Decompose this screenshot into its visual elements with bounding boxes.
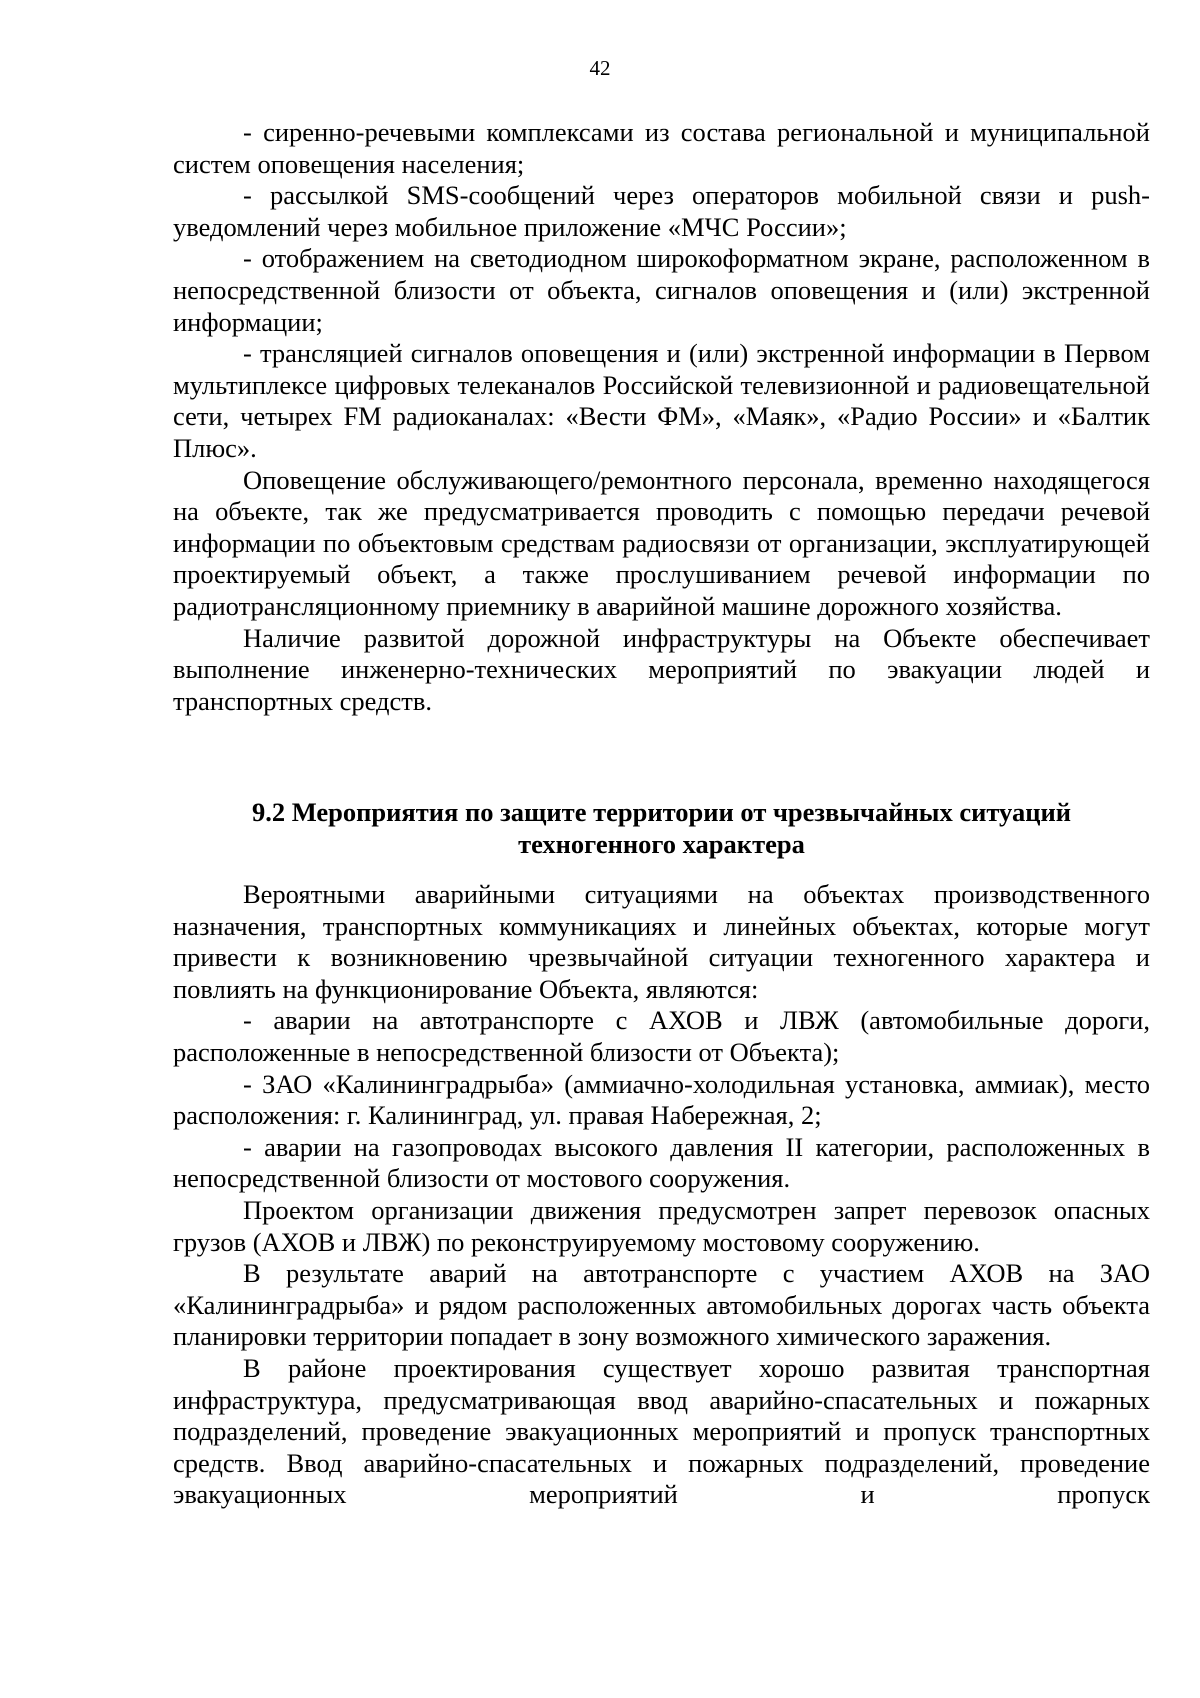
section-heading-line: 9.2 Мероприятия по защите территории от чрезвычайных ситуаций xyxy=(251,797,1072,827)
paragraph: - отображением на светодиодном широкоформатном экране, расположенном в непосредственной близости от объекта, сигналов оповещения и (или) экстренной информации; xyxy=(173,243,1150,337)
section-heading xyxy=(173,797,1150,860)
section-heading-line: техногенного характера xyxy=(518,828,805,859)
paragraph: - рассылкой SMS-сообщений через операторов мобильной связи и push-уведомлений через мобильное приложение «МЧС России»; xyxy=(173,180,1150,242)
paragraph: - сиренно-речевыми комплексами из состава региональной и муниципальной систем оповещения населения; xyxy=(173,117,1150,179)
paragraph: - ЗАО «Калининградрыба» (аммиачно-холодильная установка, аммиак), место расположения: г. Калининград, ул. правая Набережная, 2; xyxy=(173,1068,1150,1131)
paragraph: В результате аварий на автотранспорте с участием АХОВ на ЗАО «Калининградрыба» и рядом расположенных автомобильных дорогах часть объекта планировки территории попадает в зону возможного химического заражения. xyxy=(173,1258,1150,1352)
text-block-bottom xyxy=(173,879,1150,1511)
paragraph: В районе проектирования существует хорошо развитая транспортная инфраструктура, предусматривающая ввод аварийно-спасательных и пожарных подразделений, проведение эвакуационных мероприятий и пропуск транспортных средств. Ввод аварийно-спасательных и пожарных подразделений, проведение эвакуационных мероприятий и пропуск xyxy=(173,1352,1150,1510)
text-block-top xyxy=(173,117,1150,717)
paragraph: - аварии на автотранспорте с АХОВ и ЛВЖ (автомобильные дороги, расположенные в непосредственной близости от Объекта); xyxy=(173,1005,1150,1067)
page-number: 42 xyxy=(589,56,611,80)
paragraph: - трансляцией сигналов оповещения и (или) экстренной информации в Первом мультиплексе цифровых телеканалов Российской телевизионной и радиовещательной сети, четырех FM радиоканалах: «Вести ФМ», «Маяк», «Радио России» и «Балтик Плюс». xyxy=(173,338,1150,463)
paragraph: Наличие развитой дорожной инфраструктуры на Объекте обеспечивает выполнение инженерно-технических мероприятий по эвакуации людей и транспортных средств. xyxy=(173,622,1150,716)
paragraph: Оповещение обслуживающего/ремонтного персонала, временно находящегося на объекте, так же предусматривается проводить с помощью передачи речевой информации по объектовым средствам радиосвязи от организации, эксплуатирующей проектируемый объект, а также прослушиванием речевой информации по радиотрансляционному приемнику в аварийной машине дорожного хозяйства. xyxy=(173,464,1150,621)
paragraph: Проектом организации движения предусмотрен запрет перевозок опасных грузов (АХОВ и ЛВЖ) по реконструируемому мостовому сооружению. xyxy=(173,1194,1150,1257)
paragraph: - аварии на газопроводах высокого давления II категории, расположенных в непосредственной близости от мостового сооружения. xyxy=(173,1131,1150,1194)
paragraph: Вероятными аварийными ситуациями на объектах производственного назначения, транспортных коммуникациях и линейных объектах, которые могут привести к возникновению чрезвычайной ситуации техногенного характера и повлиять на функционирование Объекта, являются: xyxy=(173,879,1150,1004)
